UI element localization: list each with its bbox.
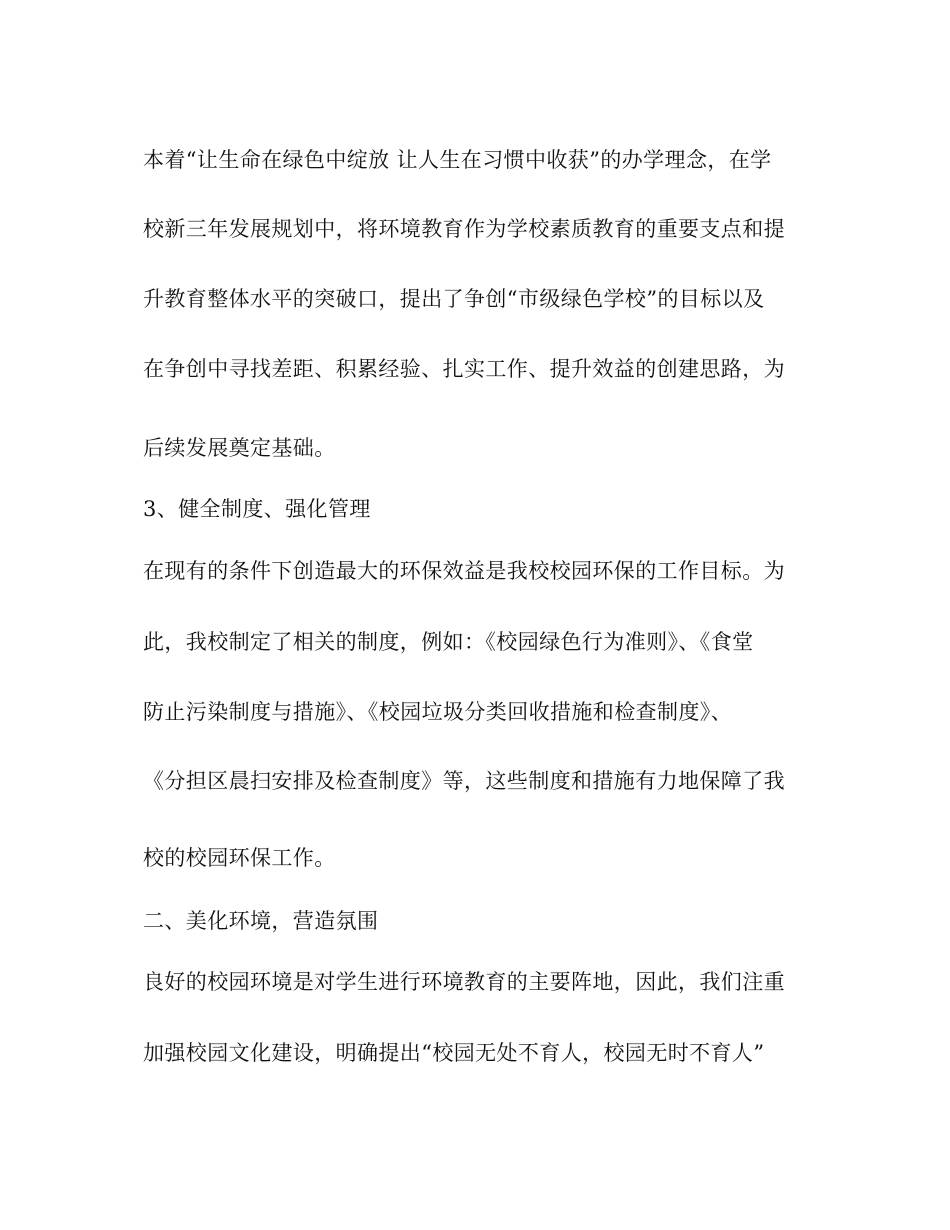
paragraph-line: 校的校园环保工作。 [143,846,336,870]
paragraph-line: 后续发展奠定基础。 [143,436,336,460]
paragraph-line: 《分担区晨扫安排及检查制度》等，这些制度和措施有力地保障了我 [143,769,785,793]
section-heading: 二、美化环境，营造氛围 [143,909,379,933]
paragraph-line: 防止污染制度与措施》、《校园垃圾分类回收措施和检查制度》、 [143,700,733,724]
paragraph-line: 此，我校制定了相关的制度，例如：《校园绿色行为准则》、《食堂 [143,630,754,654]
paragraph-line: 在现有的条件下创造最大的环保效益是我校校园环保的工作目标。为 [143,559,785,583]
section-heading: 3、健全制度、强化管理 [143,497,371,521]
paragraph-line: 在争创中寻找差距、积累经验、扎实工作、提升效益的创建思路，为 [143,357,785,381]
paragraph-line: 良好的校园环境是对学生进行环境教育的主要阵地，因此，我们注重 [143,970,785,994]
paragraph-line: 校新三年发展规划中，将环境教育作为学校素质教育的重要支点和提 [143,217,785,241]
paragraph-line: 加强校园文化建设，明确提出“校园无处不育人，校园无时不育人” [143,1041,765,1065]
paragraph-line: 本着“让生命在绿色中绽放 让人生在习惯中收获”的办学理念，在学 [143,148,772,172]
paragraph-line: 升教育整体水平的突破口，提出了争创“市级绿色学校”的目标以及 [143,287,765,311]
